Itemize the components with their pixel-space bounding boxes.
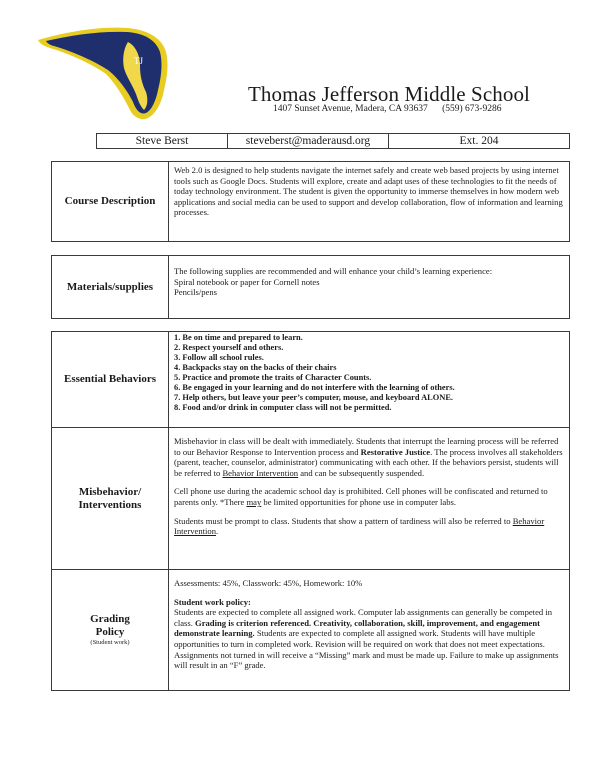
- school-address: 1407 Sunset Avenue, Madera, CA 93637: [273, 104, 428, 114]
- essential-behaviors-body: [169, 332, 570, 428]
- student-work-policy-title: Student work policy:: [174, 596, 251, 607]
- behavior-item: 5. Practice and promote the traits of Character Counts.: [174, 373, 372, 382]
- misbehavior-paragraph: Misbehavior in class will be dealt with immediately. Students that interrupt the learning process will be referred to our Behavior Response to Intervention process and Restorative Justice. The process involves all stakeholders (parent, teacher, counselor, administrator) communicating with each other. If the behaviors persist, students will be referred to Behavior Intervention and can be subsequently suspended.: [174, 436, 563, 478]
- cell-phone-paragraph: Cell phone use during the academic school day is prohibited. Cell phones will be confiscated and returned to parents only. *There may be limited opportunities for phone use in computer labs.: [174, 486, 548, 507]
- materials-item: Pencils/pens: [174, 287, 217, 298]
- essential-behaviors-list: [174, 333, 564, 413]
- grading-policy-body: [169, 570, 570, 691]
- behavior-item: 7. Help others, but leave your peer’s computer, mouse, and keyboard ALONE.: [174, 393, 454, 402]
- school-phone: (559) 673-9286: [442, 104, 502, 114]
- teacher-email: steveberst@maderausd.org: [228, 134, 389, 148]
- policies-section: [51, 331, 570, 691]
- teacher-extension: Ext. 204: [459, 135, 499, 147]
- patriot-mascot-icon: [36, 22, 176, 122]
- teacher-contact-row: [96, 133, 570, 149]
- behavior-item: 4. Backpacks stay on the backs of their chairs: [174, 363, 337, 372]
- course-description-text: Web 2.0 is designed to help students navigate the internet safely and create web based projects by using internet tools such as Google Docs. Students will explore, create and adapt uses of these technologies to fit the needs of today technology environment. The student is given the opportunity to immerse themselves in how modern web applications and social media can be used to support and develop collaboration, flow of information and learning processes.: [169, 162, 570, 242]
- materials-section: [51, 255, 570, 319]
- svg-text:TJ: TJ: [134, 56, 143, 66]
- materials-label: Materials/supplies: [52, 256, 169, 319]
- behavior-item: 3. Follow all school rules.: [174, 353, 264, 362]
- essential-behaviors-label: Essential Behaviors: [52, 332, 169, 428]
- behavior-item: 1. Be on time and prepared to learn.: [174, 333, 303, 342]
- grading-policy-label: Grading Policy (Student work): [52, 570, 169, 691]
- behavior-item: 6. Be engaged in your learning and do not interfere with the learning of others.: [174, 383, 455, 392]
- school-name: Thomas Jefferson Middle School: [248, 82, 530, 106]
- materials-intro: The following supplies are recommended and will enhance your child’s learning experience:: [174, 266, 493, 276]
- course-description-label: Course Description: [52, 162, 169, 242]
- behavior-item: 2. Respect yourself and others.: [174, 343, 284, 352]
- tardiness-paragraph: Students must be prompt to class. Students that show a pattern of tardiness will also be referred to Behavior Intervention.: [174, 515, 545, 537]
- teacher-name: Steve Berst: [97, 134, 228, 148]
- behavior-item: 8. Food and/or drink in computer class will not be permitted.: [174, 403, 392, 412]
- materials-item: Spiral notebook or paper for Cornell notes: [174, 276, 320, 287]
- student-work-policy-text: Students are expected to complete all assigned work. Computer lab assignments can generally be competed in class. Grading is criterion referenced. Creativity, collaboration, skill, improvement, and engagement demonstrate learning. Students are expected to complete all assigned work. Students will have multiple opportunities to turn in completed work. Revision will be required on work that does not meet expectations. Assignments not turned in will receive a “Missing” mark and must be made up. Failure to make up assignments will result in an “F” grade.: [174, 607, 559, 671]
- materials-body: [169, 256, 570, 319]
- course-description-section: [51, 161, 570, 242]
- school-logo: [36, 22, 176, 122]
- school-address-line: [273, 104, 501, 114]
- grading-weights: Assessments: 45%, Classwork: 45%, Homework: 10%: [174, 578, 363, 588]
- misbehavior-label: Misbehavior/ Interventions: [52, 428, 169, 570]
- misbehavior-body: [169, 428, 570, 570]
